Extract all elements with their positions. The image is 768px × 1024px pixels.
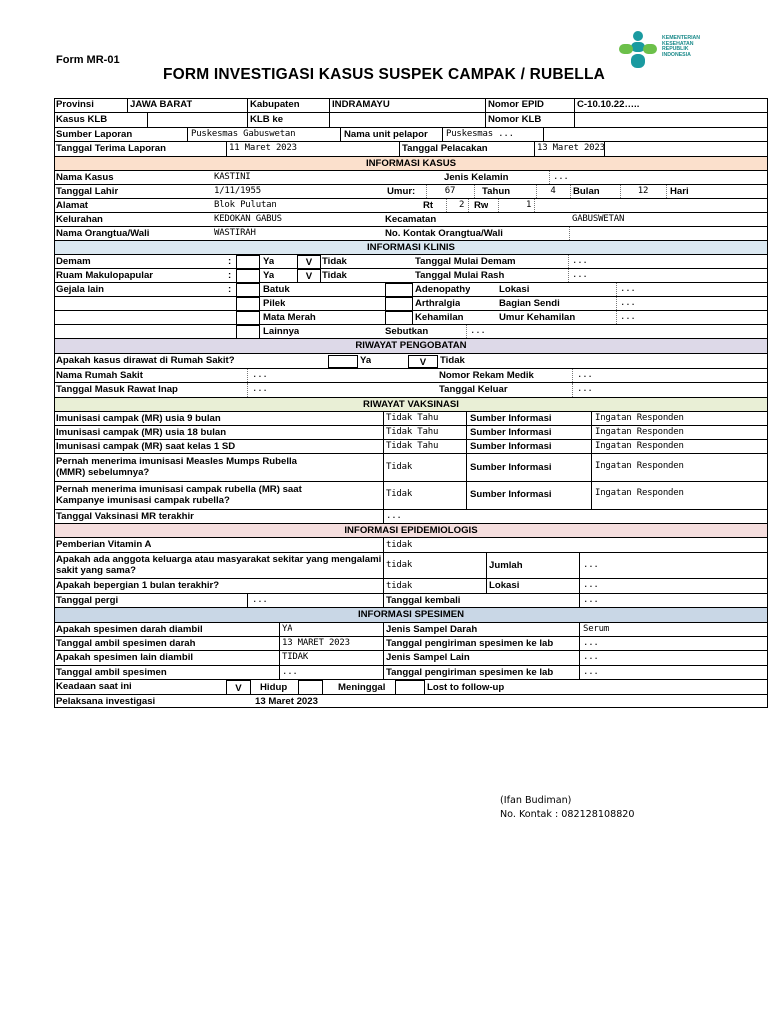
value-umur-bulan[interactable]: 4: [550, 186, 556, 196]
value-tanggal-pergi[interactable]: ...: [252, 595, 268, 605]
row-tanggal-lahir: [54, 184, 768, 198]
check-mark: V: [305, 257, 313, 268]
row-vaksin-1: [54, 425, 768, 439]
label-tanggal-mulai-rash: Tanggal Mulai Rash: [415, 270, 505, 281]
label-jenis-sampel-darah: Jenis Sampel Darah: [386, 624, 478, 635]
row-tanggal-terima: [54, 141, 768, 156]
checkbox-demam-ya[interactable]: [297, 255, 321, 269]
label-kabupaten: Kabupaten: [250, 99, 300, 110]
row-tanggal-ambil-darah: [54, 636, 768, 650]
value-sumber-informasi[interactable]: Ingatan Responden: [595, 461, 684, 471]
value-jenis-kelamin[interactable]: ...: [553, 172, 569, 182]
value-umur-tahun[interactable]: 67: [444, 186, 456, 196]
checkbox-meninggal[interactable]: [298, 680, 323, 695]
row-vitamin-a: [54, 537, 768, 552]
value-sumber-laporan[interactable]: Puskesmas Gabuswetan: [191, 129, 296, 139]
section-riwayat-pengobatan: RIWAYAT PENGOBATAN: [54, 338, 768, 353]
label-dirawat: Apakah kasus dirawat di Rumah Sakit?: [56, 355, 235, 366]
label-tanggal-terima: Tanggal Terima Laporan: [56, 143, 166, 154]
checkbox-ruam-ya[interactable]: [297, 269, 321, 283]
value-jenis-sampel-lain[interactable]: ...: [583, 652, 599, 662]
row-vaksin-terakhir: [54, 509, 768, 523]
label-ya: Ya: [263, 270, 275, 281]
value-tanggal-pelacakan[interactable]: 13 Maret 2023: [537, 143, 605, 153]
row-kasus-klb: [54, 112, 768, 127]
label-tanggal-ambil-spesimen: Tanggal ambil spesimen: [56, 667, 167, 678]
row-vaksin-3: [54, 453, 768, 481]
label-jenis-kelamin: Jenis Kelamin: [444, 172, 509, 183]
label-sebutkan: Sebutkan: [385, 326, 429, 337]
value-tanggal-kembali[interactable]: ...: [583, 595, 599, 605]
checkbox-arthralgia[interactable]: [385, 297, 413, 311]
label-tidak: Tidak: [440, 355, 465, 366]
row-ruam: [54, 268, 768, 282]
check-mark: V: [235, 683, 242, 694]
value-rw[interactable]: 1: [526, 200, 532, 210]
label-lost-to-follow-up: Lost to follow-up: [427, 682, 505, 693]
value-vitamin-a[interactable]: tidak: [386, 540, 413, 550]
label-spesimen-lain: Apakah spesimen lain diambil: [56, 652, 194, 663]
row-vaksin-0: [54, 411, 768, 425]
label-adenopathy: Adenopathy: [415, 284, 471, 295]
value-imunisasi[interactable]: Tidak: [386, 489, 413, 499]
row-sakit-sama: [54, 552, 768, 578]
value-alamat[interactable]: Blok Pulutan: [214, 200, 277, 210]
label-nama-kasus: Nama Kasus: [56, 172, 114, 183]
row-provinsi: [54, 98, 768, 112]
label-sakit-sama: Apakah ada anggota keluarga atau masyarakat sekitar yang mengalami sakit yang sama?: [56, 555, 382, 576]
form-title: FORM INVESTIGASI KASUS SUSPEK CAMPAK / RUBELLA: [162, 66, 606, 83]
label-klb-ke: KLB ke: [250, 114, 284, 125]
checkbox-mata-merah[interactable]: [236, 311, 260, 325]
label-bulan: Bulan: [573, 186, 600, 197]
label-tidak: Tidak: [322, 256, 347, 267]
value-tanggal-terima[interactable]: 11 Maret 2023: [229, 143, 297, 153]
label-kelurahan: Kelurahan: [56, 214, 103, 225]
value-nomor-epid[interactable]: C-10.10.22…..: [577, 99, 640, 110]
section-riwayat-vaksinasi: RIWAYAT VAKSINASI: [54, 397, 768, 411]
logo-text: KEMENTERIAN KESEHATAN REPUBLIK INDONESIA: [662, 35, 701, 58]
label-kecamatan: Kecamatan: [385, 214, 437, 225]
label-tanggal-kirim-spesimen: Tanggal pengiriman spesimen ke lab: [386, 667, 554, 678]
label-jumlah: Jumlah: [489, 560, 523, 571]
value-sumber-informasi[interactable]: Ingatan Responden: [595, 441, 684, 451]
signature-contact: No. Kontak : 082128108820: [500, 809, 635, 820]
section-informasi-spesimen: INFORMASI SPESIMEN: [54, 607, 768, 622]
value-tanggal-ambil-darah[interactable]: 13 MARET 2023: [282, 638, 350, 648]
checkbox-demam-empty[interactable]: [236, 255, 260, 269]
row-gejala-3: [54, 310, 768, 324]
label-rt: Rt: [423, 200, 434, 211]
label-imunisasi: Pernah menerima imunisasi campak rubella (MR) saat Kampanye imunisasi campak rubella?: [56, 485, 302, 506]
label-sumber-laporan: Sumber Laporan: [56, 129, 133, 140]
ministry-logo: [615, 30, 725, 70]
checkbox-ruam-empty[interactable]: [236, 269, 260, 283]
label-hari: Hari: [670, 186, 689, 197]
value-sebutkan[interactable]: ...: [470, 326, 486, 336]
label-tanggal-pergi: Tanggal pergi: [56, 595, 119, 606]
checkbox-kehamilan[interactable]: [385, 311, 413, 325]
row-gejala-1: [54, 282, 768, 296]
label-mata-merah: Mata Merah: [263, 312, 316, 323]
label-vitamin-a: Pemberian Vitamin A: [56, 539, 152, 550]
row-tanggal-pergi: [54, 593, 768, 607]
checkbox-pilek[interactable]: [236, 297, 260, 311]
label-lainnya: Lainnya: [263, 326, 300, 337]
label-tanggal-lahir: Tanggal Lahir: [56, 186, 119, 197]
form-number: Form MR-01: [56, 54, 120, 66]
label-sumber-informasi: Sumber Informasi: [470, 441, 552, 452]
label-bepergian: Apakah bepergian 1 bulan terakhir?: [56, 580, 220, 591]
value-tanggal-mulai-demam[interactable]: ...: [572, 256, 588, 266]
label-tanggal-ambil-darah: Tanggal ambil spesimen darah: [56, 638, 196, 649]
label-jenis-sampel-lain: Jenis Sampel Lain: [386, 652, 470, 663]
value-spesimen-darah[interactable]: YA: [282, 624, 293, 634]
row-orangtua: [54, 226, 768, 240]
label-imunisasi: Pernah menerima imunisasi Measles Mumps Rubella (MMR) sebelumnya?: [56, 457, 297, 478]
label-kehamilan: Kehamilan: [415, 312, 464, 323]
row-sumber-laporan: [54, 127, 768, 141]
value-kelurahan[interactable]: KEDOKAN GABUS: [214, 214, 282, 224]
label-vaksinasi-terakhir: Tanggal Vaksinasi MR terakhir: [56, 511, 194, 522]
row-gejala-2: [54, 296, 768, 310]
section-informasi-klinis: INFORMASI KLINIS: [54, 240, 768, 254]
label-imunisasi: Imunisasi campak (MR) usia 9 bulan: [56, 413, 221, 424]
kemenkes-logo-icon: [615, 30, 661, 70]
label-rekam-medik: Nomor Rekam Medik: [439, 370, 534, 381]
value-imunisasi[interactable]: Tidak Tahu: [386, 427, 439, 437]
label-pelaksana: Pelaksana investigasi: [56, 696, 156, 707]
label-pilek: Pilek: [263, 298, 286, 309]
value-rt[interactable]: 2: [459, 200, 465, 210]
label-alamat: Alamat: [56, 200, 88, 211]
value-rumah-sakit[interactable]: ...: [252, 370, 268, 380]
value-imunisasi[interactable]: Tidak: [386, 462, 413, 472]
label-arthralgia: Arthralgia: [415, 298, 461, 309]
value-jumlah[interactable]: ...: [583, 560, 599, 570]
label-sumber-informasi: Sumber Informasi: [470, 462, 552, 473]
value-tanggal-keluar[interactable]: ...: [577, 384, 593, 394]
checkbox-lost-to-follow-up[interactable]: [395, 680, 425, 695]
label-gejala-lain: Gejala lain: [56, 284, 104, 295]
value-kabupaten[interactable]: INDRAMAYU: [332, 99, 390, 110]
row-keadaan: [54, 679, 768, 694]
row-bepergian: [54, 578, 768, 593]
row-alamat: [54, 198, 768, 212]
row-nama-kasus: [54, 170, 768, 184]
label-unit-pelapor: Nama unit pelapor: [344, 129, 428, 140]
signature-name: (Ifan Budiman): [500, 795, 572, 806]
label-sumber-informasi: Sumber Informasi: [470, 413, 552, 424]
section-informasi-kasus: INFORMASI KASUS: [54, 156, 768, 170]
label-ya: Ya: [360, 355, 372, 366]
label-umur: Umur:: [387, 186, 416, 197]
label-sumber-informasi: Sumber Informasi: [470, 489, 552, 500]
value-provinsi[interactable]: JAWA BARAT: [130, 99, 193, 110]
value-masuk-rawat[interactable]: ...: [252, 384, 268, 394]
colon: :: [228, 284, 232, 295]
label-masuk-rawat: Tanggal Masuk Rawat Inap: [56, 384, 178, 395]
value-unit-pelapor[interactable]: Puskesmas ...: [446, 129, 514, 139]
colon: :: [228, 270, 232, 281]
row-demam: [54, 254, 768, 268]
value-tanggal-kirim-darah[interactable]: ...: [583, 638, 599, 648]
label-tanggal-mulai-demam: Tanggal Mulai Demam: [415, 256, 516, 267]
value-jenis-sampel-darah[interactable]: Serum: [583, 624, 610, 634]
label-ruam: Ruam Makulopapular: [56, 270, 154, 281]
row-rawat-inap: [54, 382, 768, 397]
signature-block: [500, 794, 635, 822]
row-gejala-4: [54, 324, 768, 338]
row-rumah-sakit: [54, 368, 768, 382]
value-tanggal-lahir[interactable]: 1/11/1955: [214, 186, 261, 196]
value-nama-kasus[interactable]: KASTINI: [214, 172, 251, 182]
value-imunisasi[interactable]: Tidak Tahu: [386, 441, 439, 451]
value-sumber-informasi[interactable]: Ingatan Responden: [595, 413, 684, 423]
label-nomor-klb: Nomor KLB: [488, 114, 542, 125]
label-provinsi: Provinsi: [56, 99, 94, 110]
label-lokasi: Lokasi: [499, 284, 530, 295]
value-sumber-informasi[interactable]: Ingatan Responden: [595, 488, 684, 498]
colon: :: [228, 256, 232, 267]
value-vaksinasi-terakhir[interactable]: ...: [386, 511, 402, 521]
value-tanggal-kirim-spesimen[interactable]: ...: [583, 667, 599, 677]
value-bagian-sendi[interactable]: ...: [620, 298, 636, 308]
value-kecamatan[interactable]: GABUSWETAN: [572, 214, 625, 224]
label-hidup: Hidup: [260, 682, 288, 693]
label-umur-kehamilan: Umur Kehamilan: [499, 312, 576, 323]
value-lokasi[interactable]: ...: [620, 284, 636, 294]
checkbox-dirawat-empty[interactable]: [328, 355, 358, 368]
value-bepergian[interactable]: tidak: [386, 581, 413, 591]
label-tanggal-kembali: Tanggal kembali: [386, 595, 461, 606]
value-tanggal-ambil-spesimen[interactable]: ...: [282, 667, 298, 677]
value-umur-hari[interactable]: 12: [637, 186, 649, 196]
row-kelurahan: [54, 212, 768, 226]
label-imunisasi: Imunisasi campak (MR) saat kelas 1 SD: [56, 441, 236, 452]
label-meninggal: Meninggal: [338, 682, 386, 693]
row-spesimen-darah: [54, 622, 768, 636]
value-sakit-sama[interactable]: tidak: [386, 560, 413, 570]
row-pelaksana: [54, 694, 768, 708]
label-keadaan: Keadaan saat ini: [56, 681, 132, 692]
label-tanggal-keluar: Tanggal Keluar: [439, 384, 508, 395]
value-imunisasi[interactable]: Tidak Tahu: [386, 413, 439, 423]
label-kasus-klb: Kasus KLB: [56, 114, 108, 125]
check-mark: V: [419, 357, 427, 367]
row-vaksin-2: [54, 439, 768, 453]
label-tidak: Tidak: [322, 270, 347, 281]
label-ya: Ya: [263, 256, 275, 267]
label-bagian-sendi: Bagian Sendi: [499, 298, 560, 309]
label-kontak-orangtua: No. Kontak Orangtua/Wali: [385, 228, 503, 239]
check-mark: V: [305, 271, 313, 282]
label-nomor-epid: Nomor EPID: [488, 99, 544, 110]
label-tanggal-pelacakan: Tanggal Pelacakan: [402, 143, 488, 154]
value-tanggal-mulai-rash[interactable]: ...: [572, 270, 588, 280]
value-sumber-informasi[interactable]: Ingatan Responden: [595, 427, 684, 437]
row-vaksin-4: [54, 481, 768, 509]
checkbox-adenopathy[interactable]: [385, 283, 413, 297]
label-imunisasi: Imunisasi campak (MR) usia 18 bulan: [56, 427, 227, 438]
label-demam: Demam: [56, 256, 91, 267]
checkbox-batuk[interactable]: [236, 283, 260, 297]
label-batuk: Batuk: [263, 284, 290, 295]
label-rw: Rw: [474, 200, 489, 211]
label-spesimen-darah: Apakah spesimen darah diambil: [56, 624, 203, 635]
row-dirawat: [54, 353, 768, 368]
label-lokasi-pergi: Lokasi: [489, 580, 520, 591]
checkbox-lainnya[interactable]: [236, 325, 260, 339]
row-spesimen-lain: [54, 650, 768, 665]
value-orangtua[interactable]: WASTIRAH: [214, 228, 256, 238]
row-tanggal-ambil-spesimen: [54, 665, 768, 679]
investigation-form: [54, 98, 768, 708]
label-rumah-sakit: Nama Rumah Sakit: [56, 370, 143, 381]
section-informasi-epidemiologis: INFORMASI EPIDEMIOLOGIS: [54, 523, 768, 537]
label-tanggal-kirim-darah: Tanggal pengiriman spesimen ke lab: [386, 638, 554, 649]
value-pelaksana[interactable]: 13 Maret 2023: [255, 696, 318, 707]
label-tahun: Tahun: [482, 186, 511, 197]
value-spesimen-lain[interactable]: TIDAK: [282, 652, 309, 662]
value-rekam-medik[interactable]: ...: [577, 370, 593, 380]
label-sumber-informasi: Sumber Informasi: [470, 427, 552, 438]
label-orangtua: Nama Orangtua/Wali: [56, 228, 150, 239]
checkbox-dirawat-checked[interactable]: [408, 355, 438, 368]
checkbox-hidup[interactable]: [226, 680, 251, 695]
value-lokasi-pergi[interactable]: ...: [583, 580, 599, 590]
value-umur-kehamilan[interactable]: ...: [620, 312, 636, 322]
